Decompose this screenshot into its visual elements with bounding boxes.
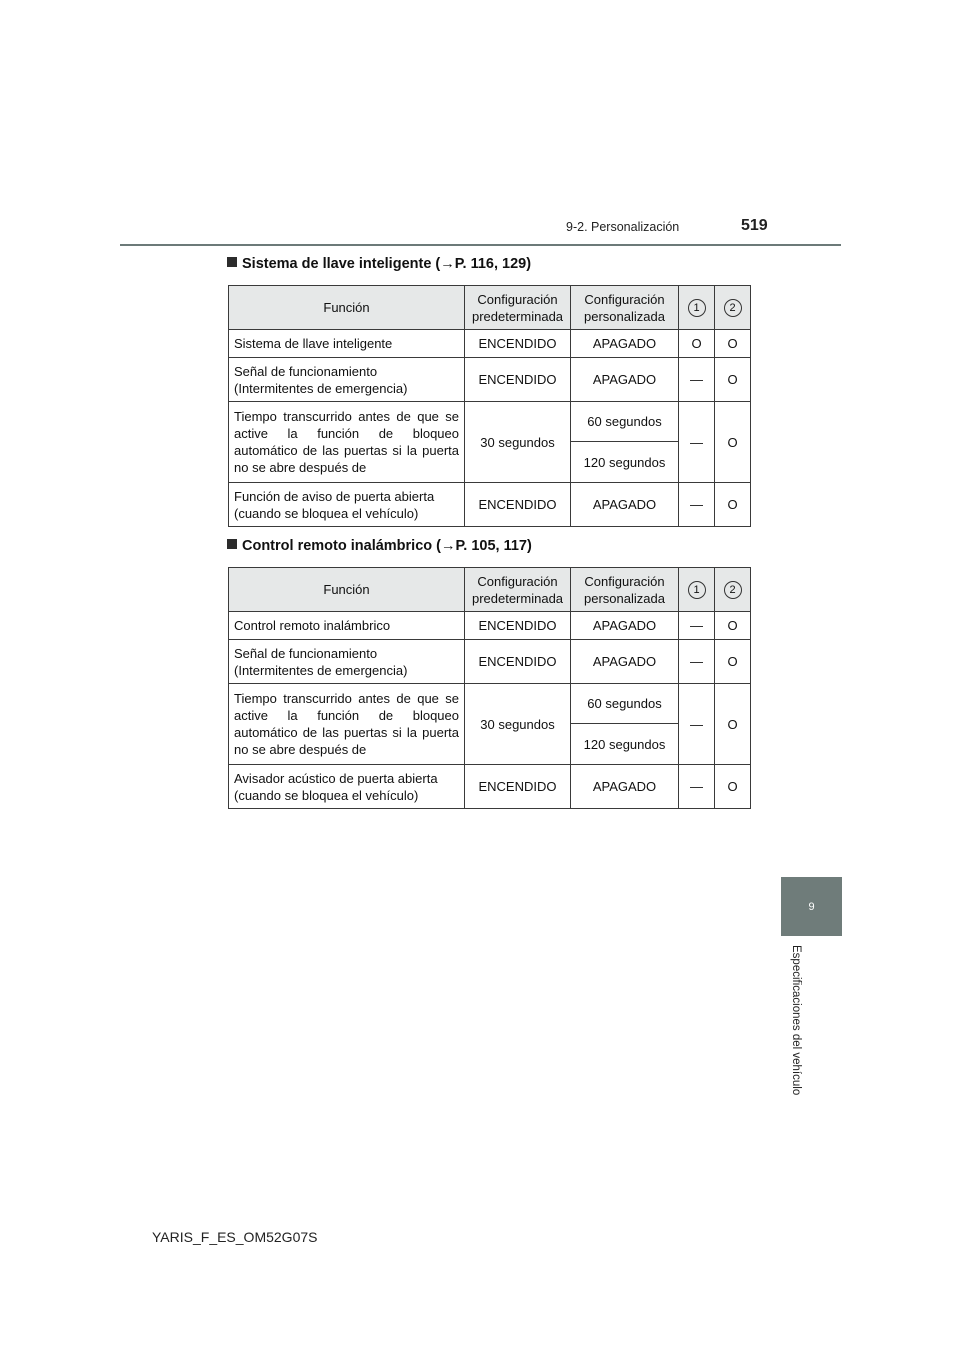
smart-key-table [228, 285, 751, 527]
table-row: 120 segundos [229, 442, 751, 483]
circled-number-1-icon: 1 [688, 299, 706, 317]
column-header-2 [715, 568, 751, 612]
table-row: 120 segundos [229, 724, 751, 765]
table-row: Tiempo transcurrido antes de que se active la función de bloqueo automático de las puertas si la puerta no se abre después de 30 segundos 60 segundos — O [229, 684, 751, 724]
chapter-number: 9 [808, 900, 815, 913]
header-section-title: 9-2. Personalización [566, 220, 680, 234]
section-title-remote-control: Control remoto inalámbrico (→P. 105, 117) [227, 538, 532, 554]
chapter-label-text: Especificaciones del vehículo [790, 945, 802, 1096]
column-header-personalizada: Configuración personalizada [571, 568, 679, 612]
table-row: Función de aviso de puerta abierta (cuando se bloquea el vehículo) ENCENDIDO APAGADO — O [229, 483, 751, 527]
column-header-personalizada: Configuración personalizada [571, 286, 679, 330]
square-bullet-icon [227, 539, 237, 549]
column-header-2 [715, 286, 751, 330]
remote-control-table [228, 567, 751, 809]
page-number: 519 [741, 217, 768, 234]
column-header-1 [679, 568, 715, 612]
table-header-row [229, 286, 751, 330]
circled-number-1-icon: 1 [688, 581, 706, 599]
circled-number-2-icon: 2 [724, 299, 742, 317]
column-header-funcion: Función [229, 286, 465, 330]
column-header-predeterminada: Configuración predeterminada [465, 286, 571, 330]
table-row: Control remoto inalámbrico ENCENDIDO APAGADO — O [229, 612, 751, 640]
chapter-tab [781, 877, 842, 936]
column-header-funcion: Función [229, 568, 465, 612]
header-divider [120, 244, 841, 246]
table-header-row [229, 568, 751, 612]
table-row: Sistema de llave inteligente ENCENDIDO APAGADO O O [229, 330, 751, 358]
table-row: Señal de funcionamiento (Intermitentes de emergencia) ENCENDIDO APAGADO — O [229, 640, 751, 684]
document-code: YARIS_F_ES_OM52G07S [152, 1229, 318, 1245]
circled-number-2-icon: 2 [724, 581, 742, 599]
section-title-smart-key: Sistema de llave inteligente (→P. 116, 129) [227, 256, 531, 272]
table-row: Tiempo transcurrido antes de que se active la función de bloqueo automático de las puertas si la puerta no se abre después de 30 segundos 60 segundos — O [229, 402, 751, 442]
table-row: Señal de funcionamiento (Intermitentes de emergencia) ENCENDIDO APAGADO — O [229, 358, 751, 402]
column-header-1 [679, 286, 715, 330]
chapter-label [781, 945, 811, 1125]
square-bullet-icon [227, 257, 237, 267]
table-row: Avisador acústico de puerta abierta (cuando se bloquea el vehículo) ENCENDIDO APAGADO — O [229, 765, 751, 809]
column-header-predeterminada: Configuración predeterminada [465, 568, 571, 612]
